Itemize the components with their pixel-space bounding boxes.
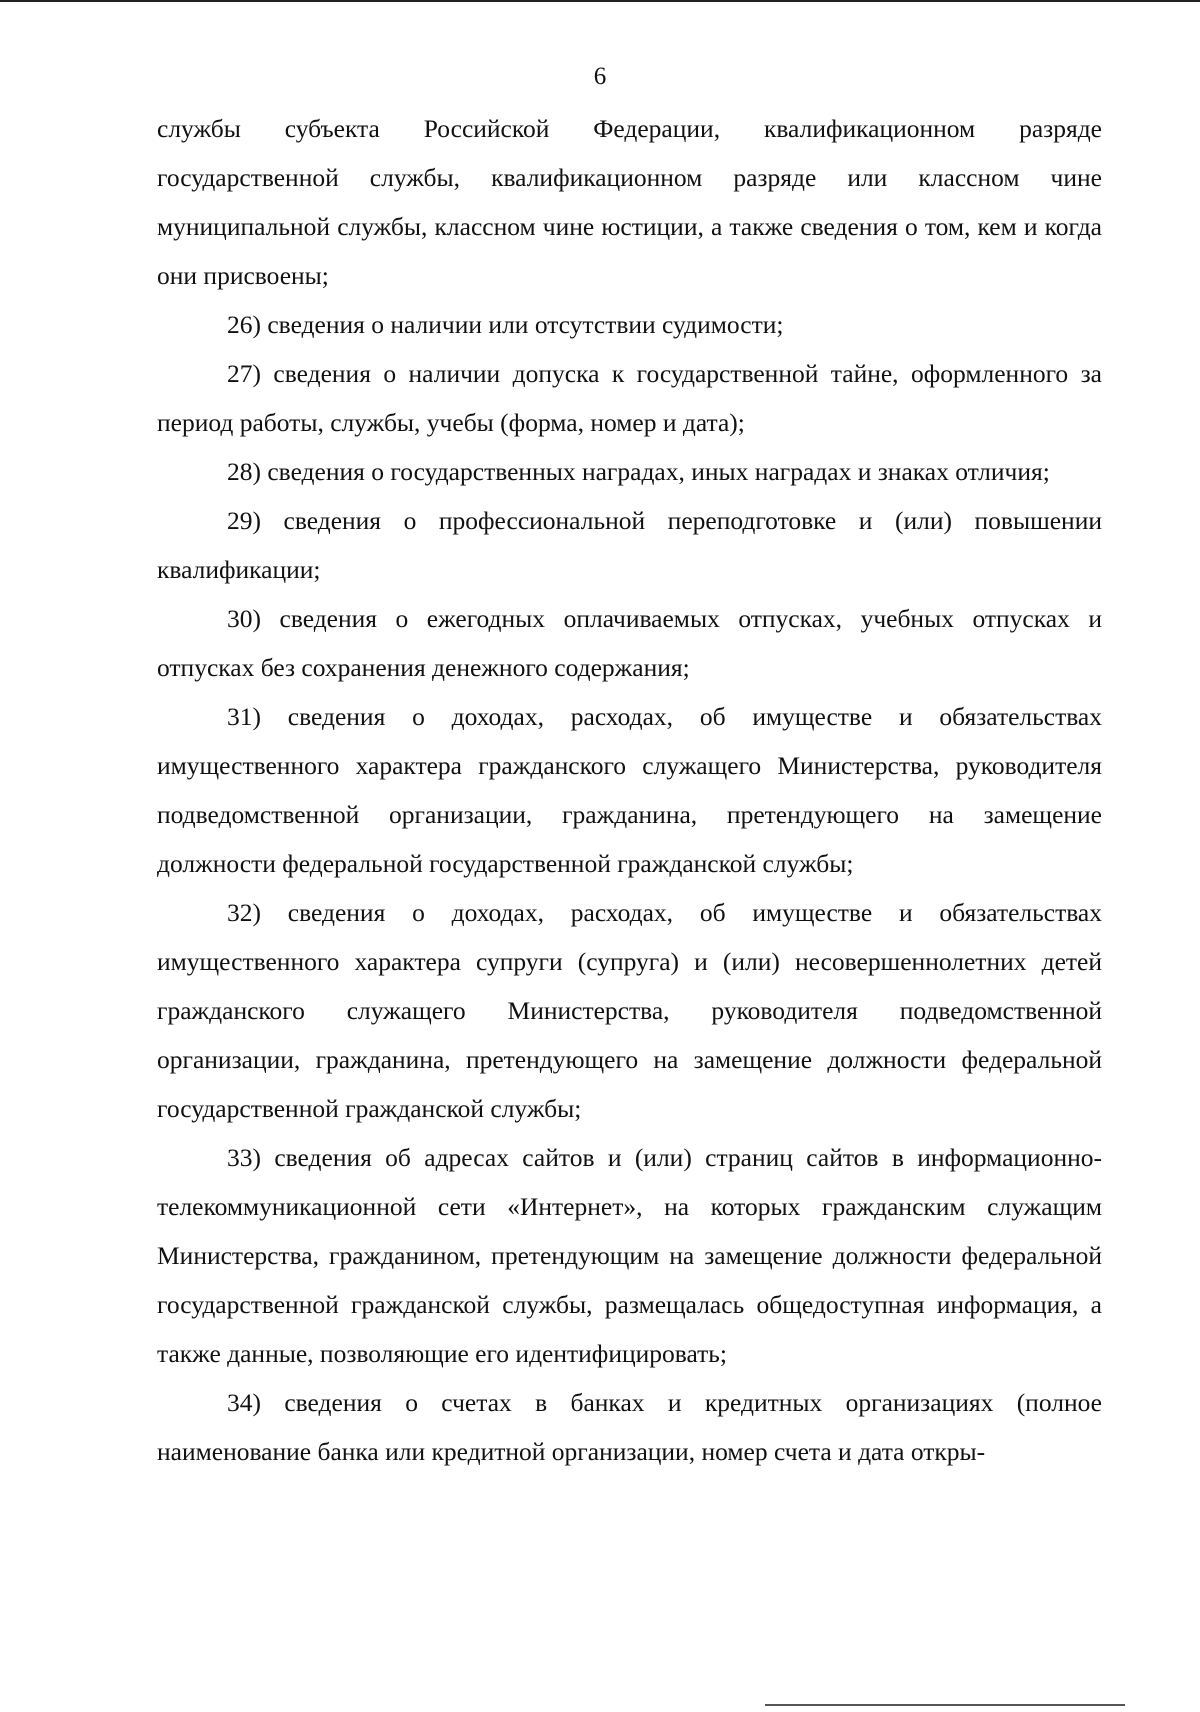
list-item-32: 32) сведения о доходах, расходах, об имуществе и обязательствах имущественного характера супруги (супруга) и (или) несовершеннолетних детей гражданского служащего Министерства, руководителя подведомственной организации, гражданина, претендующего на замещение должности федеральной государственной гражданской службы; xyxy=(157,898,1102,1123)
bottom-scan-edge xyxy=(765,1704,1125,1706)
page-number: 6 xyxy=(593,63,607,90)
list-item-29: 29) сведения о профессиональной переподготовке и (или) повышении квалификации; xyxy=(157,506,1102,584)
list-item-31: 31) сведения о доходах, расходах, об имуществе и обязательствах имущественного характера гражданского служащего Министерства, руководителя подведомственной организации, гражданина, претендующего на замещение должности федеральной государственной гражданской службы; xyxy=(157,702,1102,878)
list-item-28: 28) сведения о государственных наградах, иных наградах и знаках отличия; xyxy=(227,457,1050,486)
paragraph-continuation: службы субъекта Российской Федерации, квалификационном разряде государственной службы, квалификационном разряде или классном чине муниципальной службы, классном чине юстиции, а также сведения о том, кем и когда они присвоены; xyxy=(157,114,1102,290)
list-item-26: 26) сведения о наличии или отсутствии судимости; xyxy=(227,310,784,339)
top-border-line xyxy=(0,0,1200,2)
list-item-33: 33) сведения об адресах сайтов и (или) страниц сайтов в информационно-телекоммуникационной сети «Интернет», на которых гражданским служащим Министерства, гражданином, претендующим на замещение должности федеральной государственной гражданской службы, размещалась общедоступная информация, а также данные, позволяющие его идентифицировать; xyxy=(157,1143,1102,1368)
list-item-27: 27) сведения о наличии допуска к государственной тайне, оформленного за период работы, службы, учебы (форма, номер и дата); xyxy=(157,359,1102,437)
list-item-34: 34) сведения о счетах в банках и кредитных организациях (полное наименование банка или кредитной организации, номер счета и дата откры- xyxy=(157,1388,1102,1466)
list-item-30: 30) сведения о ежегодных оплачиваемых отпусках, учебных отпусках и отпусках без сохранения денежного содержания; xyxy=(157,604,1102,682)
document-body xyxy=(157,104,1102,1476)
